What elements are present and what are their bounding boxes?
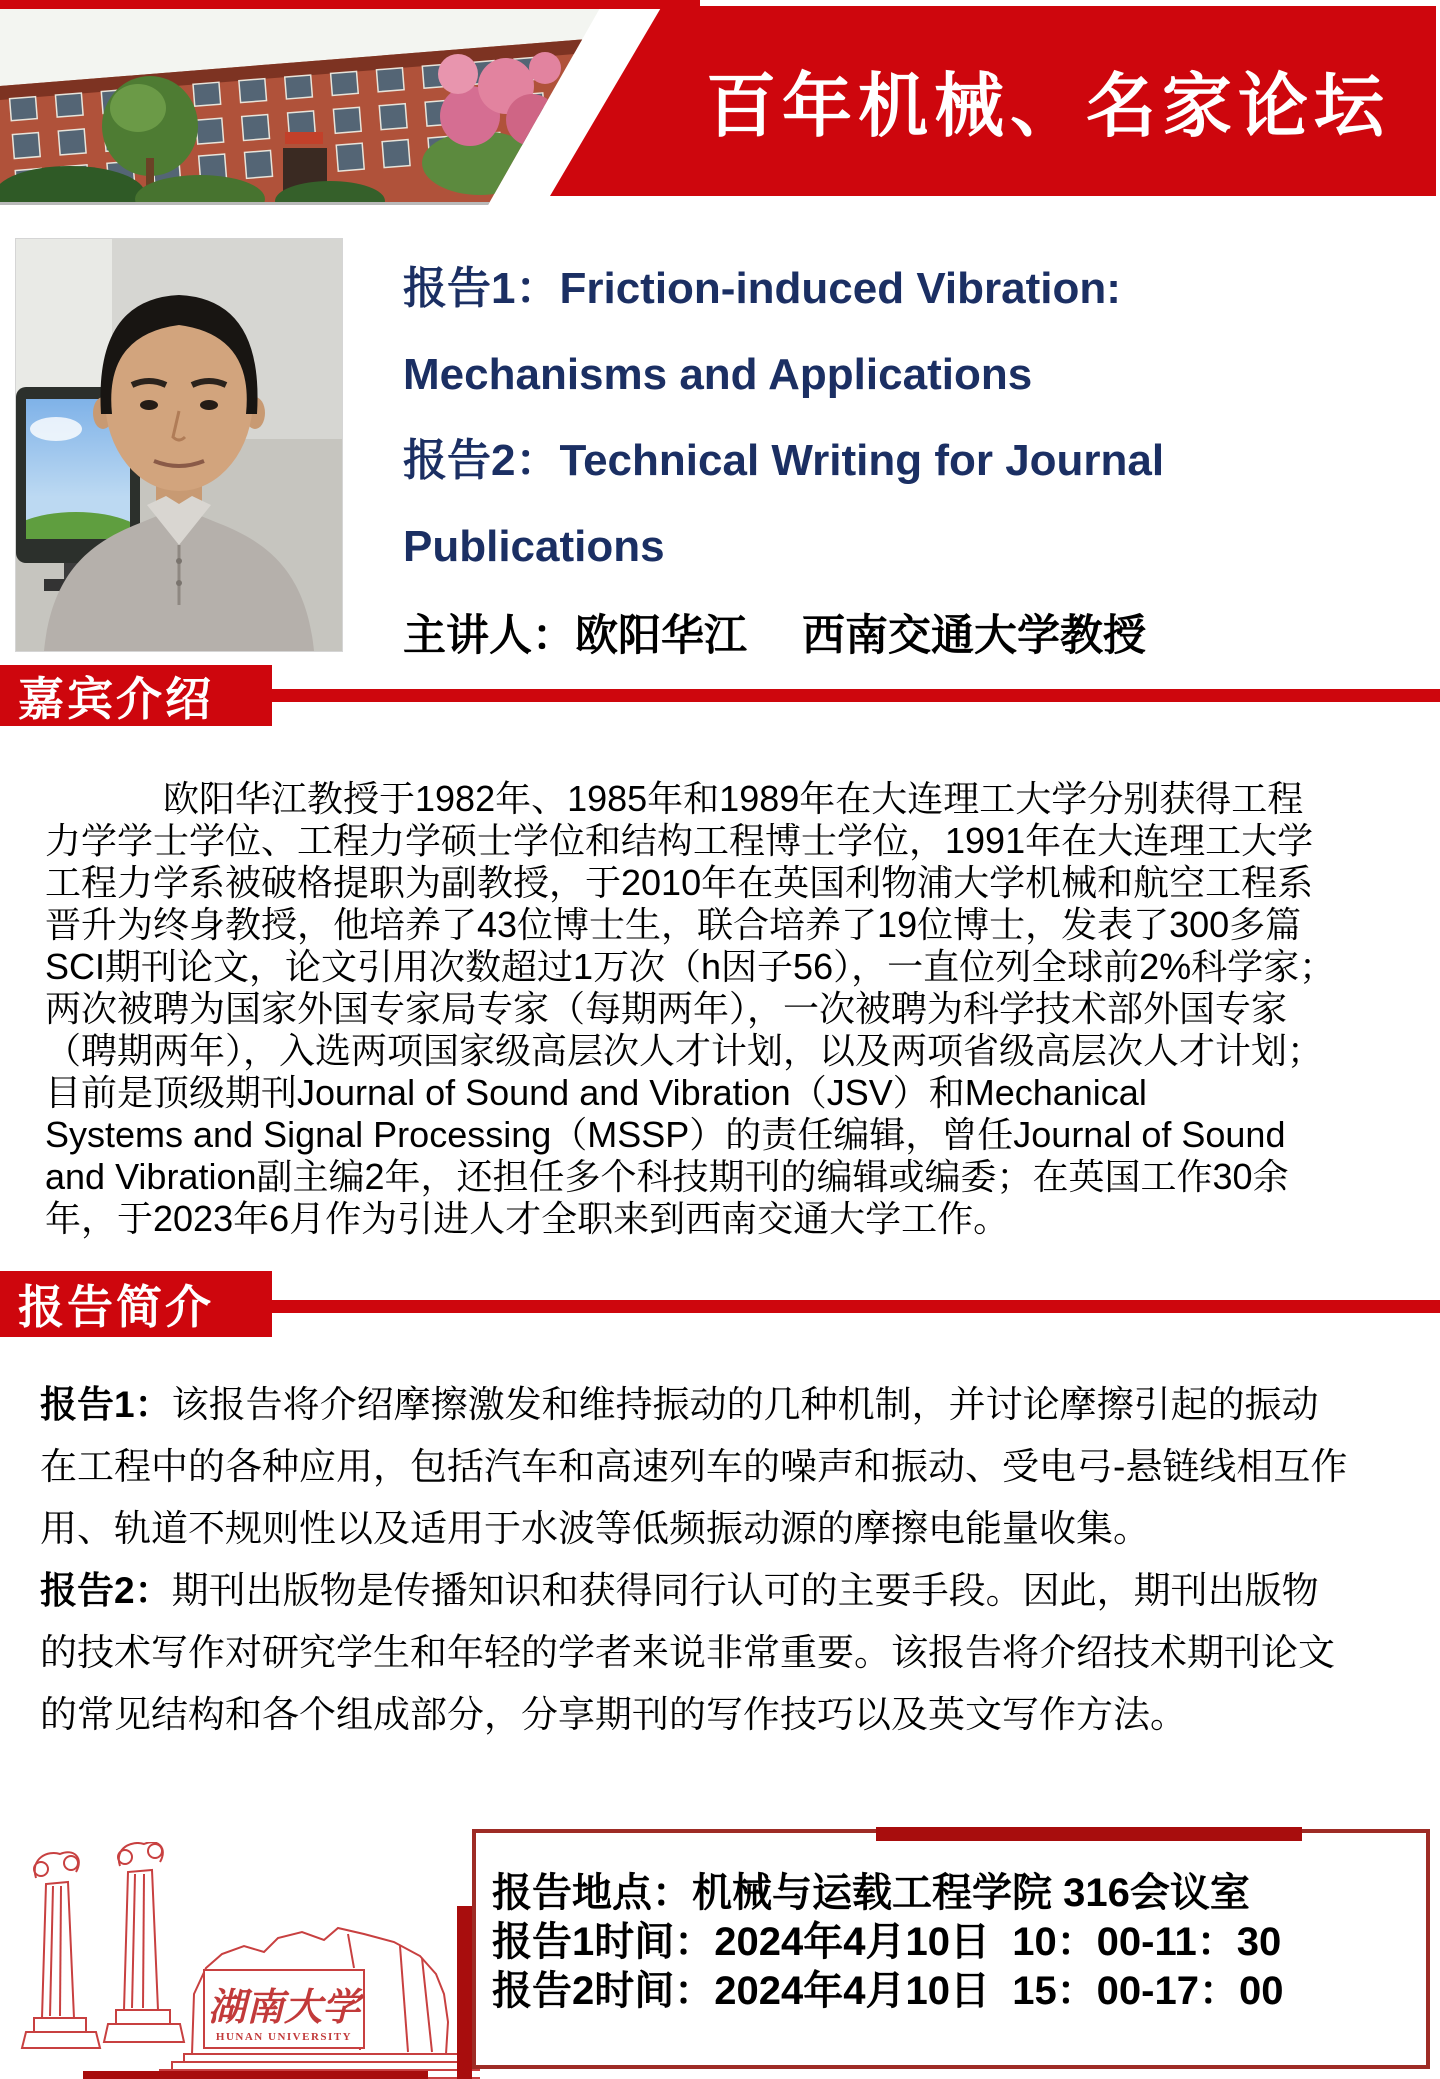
info-box-bottom-bar [83, 2071, 428, 2079]
intro-line: 工程力学系被破格提职为副教授，于2010年在英国利物浦大学机械和航空工程系 [45, 862, 1314, 903]
report-section-title: 报告简介 [18, 1281, 214, 1333]
guest-intro-paragraph [45, 778, 1400, 1240]
forum-title: 百年机械、名家论坛 [706, 67, 1390, 145]
talk1-title-line2: Mechanisms and Applications [403, 350, 1033, 399]
report1-text: 该报告将介绍摩擦激发和维持振动的几种机制，并讨论摩擦引起的振动 [171, 1384, 1319, 1425]
logo-name-en: HUNAN UNIVERSITY [215, 2031, 353, 2043]
logo-name-zh: 湖南大学 [207, 1984, 361, 2029]
report-header-rule [258, 1300, 1440, 1313]
intro-line: and Vibration副主编2年，还担任多个科技期刊的编辑或编委；在英国工作30余 [45, 1156, 1289, 1197]
report2-line2: 的技术写作对研究学生和年轻的学者来说非常重要。该报告将介绍技术期刊论文 [40, 1632, 1335, 1673]
hunan-university-logo [8, 1842, 480, 2079]
intro-line: SCI期刊论文，论文引用次数超过1万次（h因子56），一直位列全球前2%科学家； [45, 946, 1336, 987]
column-capital [119, 1842, 163, 1866]
report2-label: 报告2： [40, 1570, 172, 1611]
venue-location: 报告地点：机械与运载工程学院 316会议室 [492, 1871, 1250, 1915]
intro-line: 欧阳华江教授于1982年、1985年和1989年在大连理工大学分别获得工程 [163, 778, 1304, 819]
speaker-portrait-photo [15, 238, 343, 652]
top-banner [0, 0, 1440, 205]
report1-line3: 用、轨道不规则性以及适用于水波等低频振动源的摩擦电能量收集。 [40, 1508, 1150, 1549]
pink-blossom [438, 54, 478, 94]
guest-section-header [0, 665, 272, 726]
talk-titles [403, 246, 1435, 590]
intro-line: 晋升为终身教授，他培养了43位博士生，联合培养了19位博士，发表了300多篇 [45, 904, 1302, 945]
intro-line: Systems and Signal Processing（MSSP）的责任编辑，曾任Journal of Sound [45, 1114, 1286, 1155]
intro-line: 力学学士学位、工程力学硕士学位和结构工程博士学位，1991年在大连理工大学 [45, 820, 1314, 861]
intro-line: 目前是顶级期刊Journal of Sound and Vibration（JSV）和Mechanical [45, 1072, 1147, 1113]
intro-line: 年，于2023年6月作为引进人才全职来到西南交通大学工作。 [45, 1198, 1010, 1239]
banner-top-strip [0, 0, 700, 9]
pink-blossom [529, 52, 561, 84]
entrance-sign [285, 132, 323, 144]
guest-section-title: 嘉宾介绍 [18, 672, 214, 725]
talk2-title-line2: Publications [403, 522, 665, 571]
button [176, 580, 182, 586]
info-box-left-bar [457, 1906, 472, 2079]
report-section-header [0, 1271, 272, 1337]
campus-building-photo [0, 8, 600, 205]
talk2-title-line1: 报告2：Technical Writing for Journal [403, 436, 1165, 485]
info-box-top-bar [876, 1827, 1302, 1841]
talk1-time: 报告1时间：2024年4月10日 10：00-11：30 [492, 1920, 1282, 1964]
talk2-time: 报告2时间：2024年4月10日 15：00-17：00 [492, 1969, 1284, 2013]
report2-line1 [40, 1560, 1412, 1622]
report1-line1 [40, 1374, 1412, 1436]
report1-label: 报告1： [40, 1384, 172, 1425]
tree-highlight [110, 84, 166, 132]
photo-bottom-edge [0, 202, 600, 205]
venue-info-box [472, 1829, 1430, 2069]
speaker-line: 主讲人：欧阳华江 西南交通大学教授 [403, 612, 1146, 660]
pink-blossom [506, 94, 558, 146]
intro-line: （聘期两年），入选两项国家级高层次人才计划，以及两项省级高层次人才计划； [45, 1030, 1324, 1071]
report2-text: 期刊出版物是传播知识和获得同行认可的主要手段。因此，期刊出版物 [171, 1570, 1319, 1611]
report2-line3: 的常见结构和各个组成部分，分享期刊的写作技巧以及英文写作方法。 [40, 1694, 1187, 1735]
guest-header-rule [258, 689, 1440, 702]
eye [200, 400, 218, 410]
button [176, 558, 182, 564]
report-abstracts [40, 1374, 1412, 1746]
report1-line2: 在工程中的各种应用，包括汽车和高速列车的噪声和振动、受电弓-悬链线相互作 [40, 1446, 1348, 1487]
eye [140, 400, 158, 410]
intro-line: 两次被聘为国家外国专家局专家（每期两年），一次被聘为科学技术部外国专家 [45, 988, 1288, 1029]
talk1-title-line1: 报告1：Friction-induced Vibration: [403, 264, 1121, 313]
